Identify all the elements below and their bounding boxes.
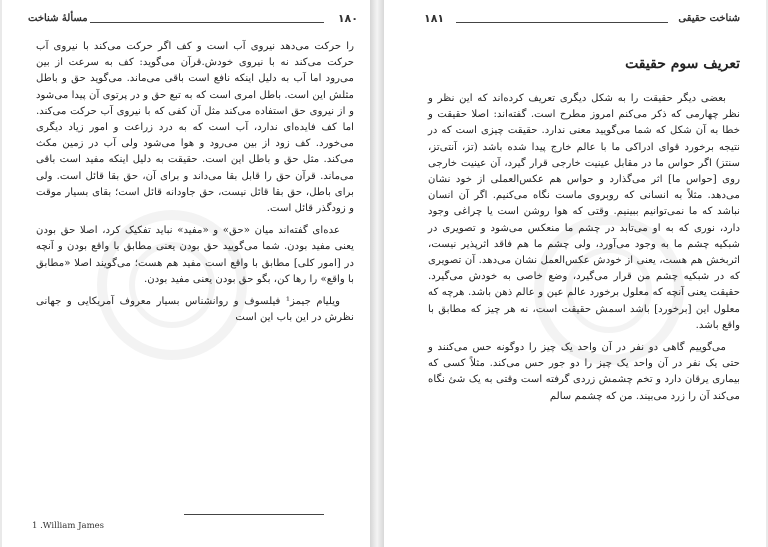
footnote: 1 .William James bbox=[32, 521, 105, 531]
paragraph: عده‌ای گفته‌اند میان «حق» و «مفید» نباید تفکیک کرد، اصلا حق بودن یعنی مفید بودن. شما می‌گویید حق بودن یعنی مطابق با واقع بودن و آنچه در [امور کلی] مطابق با واقع است مفید هم هست؛ می‌گویند اصلا «مطابق با واقع» را رها کن، بگو حق بودن یعنی مفید بودن. bbox=[36, 225, 354, 285]
footnote-rule bbox=[184, 514, 324, 515]
header-rule bbox=[90, 22, 324, 23]
running-title: مسألهٔ شناخت bbox=[28, 13, 88, 24]
paragraph: می‌گوییم گاهی دو نفر در آن واحد یک چیز را دوگونه حس می‌کنند و حتی یک نفر در آن واحد یک چیز را دو جور حس می‌کند. مثلاً کسی که بیماری یرقان دارد و تخم چشمش زردی گرفته است وقتی به یک شئ نگاه می‌کند آن را زرد می‌بیند. من که چشمم سالم bbox=[428, 342, 740, 402]
left-page bbox=[2, 0, 374, 547]
paragraph: ویلیام جیمز¹ فیلسوف و روانشناس بسیار معروف آمریکایی و جهانی نظرش در این باب این است bbox=[36, 296, 354, 324]
header-rule bbox=[456, 22, 668, 23]
right-page-header bbox=[424, 12, 740, 30]
paragraph: بعضی دیگر حقیقت را به شکل دیگری تعریف کرده‌اند که این نظر و نظر چهارمی که ذکر می‌کنم امروز مطرح است. گفته‌اند: اصلا حقیقت و خطا به آن شکل که شما می‌گویید معنی ندارد. حقیقت چیزی است که در نتیجه برخورد قوای ادراکی ما با عالم خارج پیدا شده باشد (تز، آنتی‌تز، سنتز) اگر حواس ما در مقابل عینیت خارجی قرار گیرد، آن عینیت خارجی روی [حواس ما] اثر می‌گذارد و حواس هم عکس‌العملی از خود نشان می‌دهد. مثلاً به انسانی که روبروی ماست نگاه می‌کنیم. اگر آن انسان نباشد که ما نمی‌توانیم ببینیم. وقتی که هوا روشن است یا چراغی وجود دارد، نوری که به او می‌تابد در چشم ما منعکس می‌شود و تصویری در شبکیه چشم ما به وجود می‌آورد، ولی چشم ما هم فاقد اثرپذیر نیست، اثربخش هم هست، یعنی از خودش عکس‌العمل نشان می‌دهد. آن تصویری که در شبکیه چشم من قرار می‌گیرد، وضع خاصی به خودش می‌گیرد. حقیقت یعنی آنچه که معلول برخورد عالم عین و عالم ذهن باشد. هرچه که معلول این [برخورد] باشد اسمش حقیقت است، نه هر چیز که مطابق با واقع باشد. bbox=[428, 93, 740, 331]
page-number: ۱۸۱ bbox=[424, 12, 445, 25]
running-title: شناخت حقیقی bbox=[678, 13, 740, 24]
paragraph: را حرکت می‌دهد نیروی آب است و کف اگر حرکت می‌کند با نیروی آب حرکت می‌کند نه با نیروی خودش.قرآن می‌گوید: کف به سرعت از بین می‌رود اما آب به دلیل اینکه نافع است باقی می‌ماند. می‌گوید حق و باطل مثلش این است. باطل امری است که به تبع حق و در پرتوی آن پیدا می‌شود و از نیروی حق استفاده می‌کند مثل آن کفی که با نیروی آب حرکت می‌کند. اما کف فایده‌ای ندارد، آب است که به درد زراعت و امور زیاد دیگری می‌خورد. کف زود از بین می‌رود و هوا می‌شود ولی آب در زمین مکث می‌کند. مثل حق و باطل این است. حقیقت به دلیل اینکه مفید است باقی می‌ماند. قرآن حق را قابل بقا می‌داند و برای آن، حق بقا قائل است. ولی برای باطل، حق بقا قائل نیست، حق جاودانه قائل است؛ بقای بسیار موقت و زودگذر قائل است. bbox=[36, 41, 354, 215]
right-page-body bbox=[428, 91, 740, 405]
left-page-header bbox=[28, 12, 358, 30]
left-page-body bbox=[36, 39, 354, 326]
right-page bbox=[384, 0, 766, 547]
section-title: تعریف سوم حقیقت bbox=[625, 56, 740, 72]
page-number: ۱۸۰ bbox=[337, 12, 358, 25]
